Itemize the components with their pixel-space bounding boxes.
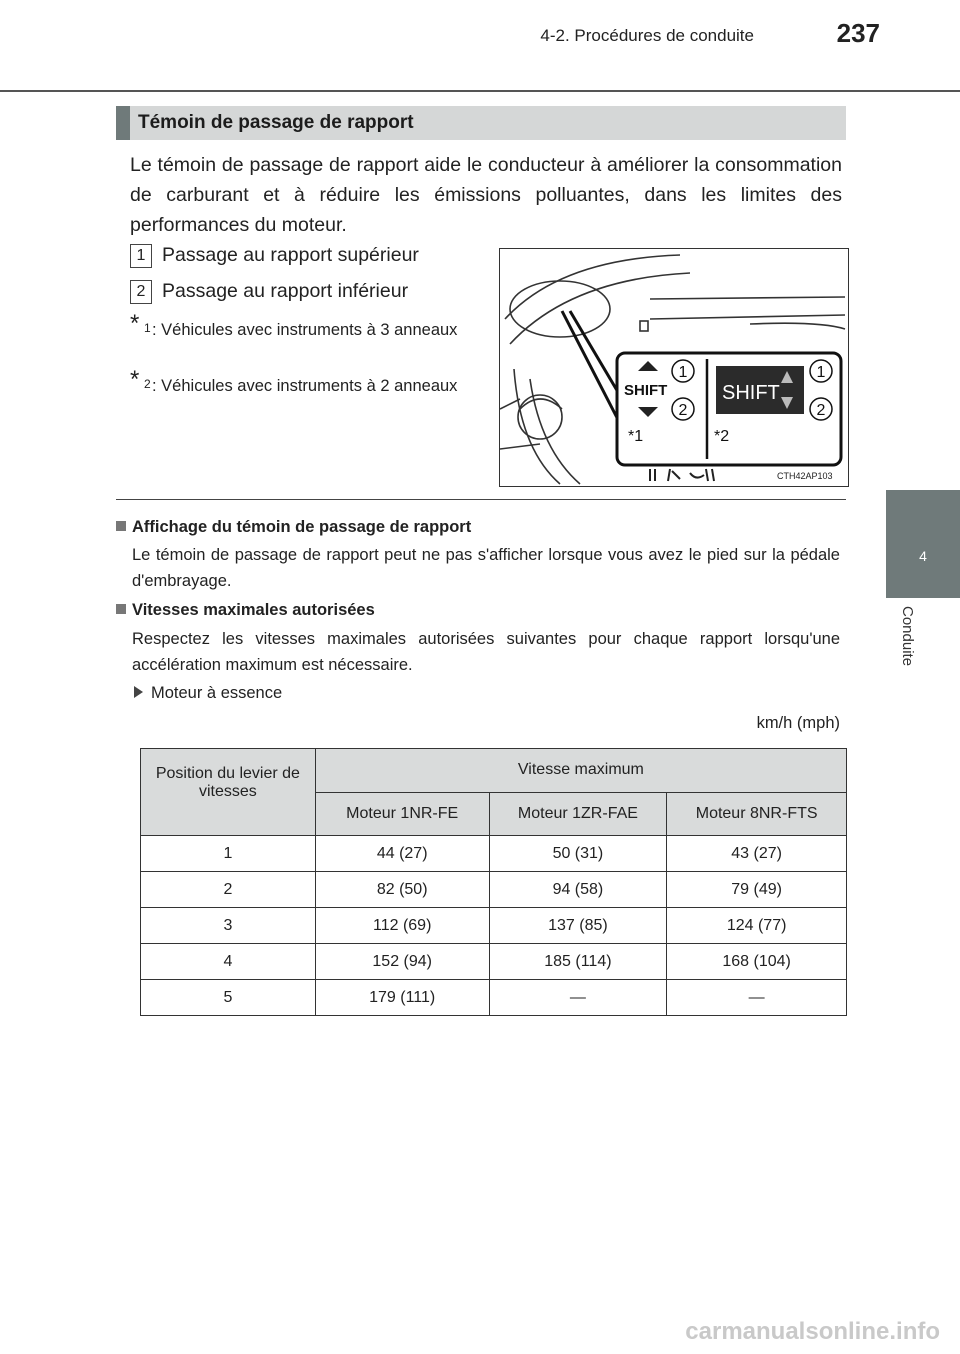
watermark: carmanualsonline.info <box>685 1318 940 1345</box>
marker-one-b: 1 <box>816 364 826 381</box>
item-number: 1 <box>130 244 152 268</box>
subsection-heading: Affichage du témoin de passage de rapport <box>116 518 471 537</box>
table-header-engine: Moteur 8NR-FTS <box>667 792 847 836</box>
chapter-label: Conduite <box>899 606 916 667</box>
page-number: 237 <box>836 18 880 48</box>
chapter-tab <box>886 490 960 598</box>
table-row: 4 152 (94) 185 (114) 168 (104) <box>141 944 847 980</box>
list-item <box>130 244 419 268</box>
table-row: 5 179 (111) — — <box>141 980 847 1016</box>
table-row: 2 82 (50) 94 (58) 79 (49) <box>141 872 847 908</box>
item-label: Passage au rapport inférieur <box>162 280 409 303</box>
marker-one: 1 <box>678 364 688 381</box>
shift-indicator-illustration <box>499 248 849 487</box>
star-one-label: *1 <box>628 428 644 445</box>
square-bullet-icon <box>116 521 126 531</box>
table-header-lever: Position du levier de vitesses <box>141 749 316 836</box>
subsection-text: Respectez les vitesses maximales autorisées suivantes pour chaque rapport lorsqu'une accélération maximum est nécessaire. <box>132 630 840 674</box>
table-header-max-speed: Vitesse maximum <box>315 749 846 793</box>
shift-display-label: SHIFT <box>722 382 780 404</box>
shift-label: SHIFT <box>624 382 668 399</box>
table-header-engine: Moteur 1NR-FE <box>315 792 489 836</box>
units-label: km/h (mph) <box>756 714 840 732</box>
figure-code: CTH42AP103 <box>777 471 833 481</box>
section-divider <box>116 499 846 500</box>
footnote: * 1 : Véhicules avec instruments à 3 anneaux <box>130 310 458 339</box>
dashboard-drawing <box>500 249 848 486</box>
table-row: 1 44 (27) 50 (31) 43 (27) <box>141 836 847 872</box>
table-header-engine: Moteur 1ZR-FAE <box>489 792 667 836</box>
header-divider <box>0 90 960 92</box>
subsection-heading: Vitesses maximales autorisées <box>116 601 375 620</box>
star-two-label: *2 <box>714 428 730 445</box>
max-speed-table <box>140 748 847 1016</box>
chapter-number: 4 <box>919 548 927 564</box>
marker-two: 2 <box>678 402 688 419</box>
section-title-bar <box>116 106 846 140</box>
section-title: Témoin de passage de rapport <box>138 112 414 133</box>
square-bullet-icon <box>116 604 126 614</box>
engine-bullet: Moteur à essence <box>134 684 282 703</box>
list-item <box>130 280 408 304</box>
item-number: 2 <box>130 280 152 304</box>
item-label: Passage au rapport supérieur <box>162 244 419 267</box>
table-row: 3 112 (69) 137 (85) 124 (77) <box>141 908 847 944</box>
footnote: * 2 : Véhicules avec instruments à 2 anneaux <box>130 366 458 395</box>
intro-paragraph: Le témoin de passage de rapport aide le conducteur à améliorer la consommation de carburant et à réduire les émissions polluantes, dans les limites des performances du moteur. <box>130 154 842 236</box>
triangle-bullet-icon <box>134 686 143 698</box>
marker-two-b: 2 <box>816 402 826 419</box>
section-breadcrumb: 4-2. Procédures de conduite <box>540 26 754 45</box>
subsection-text: Le témoin de passage de rapport peut ne pas s'afficher lorsque vous avez le pied sur la pédale d'embrayage. <box>132 546 840 590</box>
